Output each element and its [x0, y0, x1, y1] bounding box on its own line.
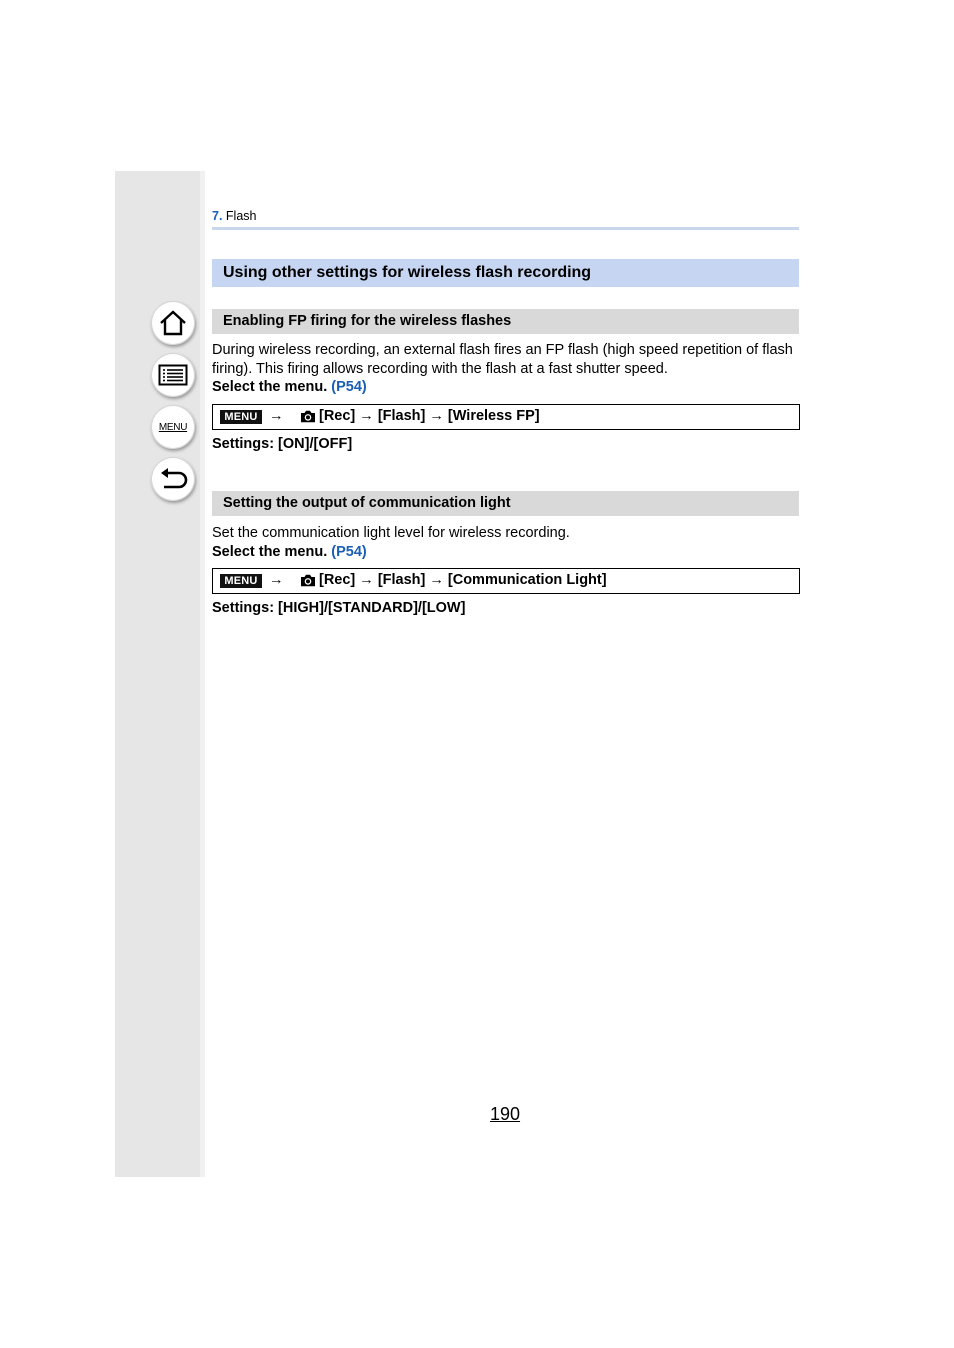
settings-line: Settings: [ON]/[OFF] [212, 436, 353, 452]
page-number[interactable]: 190 [490, 1104, 521, 1124]
subsection-title-communication-light: Setting the output of communication light [212, 491, 799, 516]
table-of-contents-icon [158, 364, 188, 386]
contents-button[interactable] [151, 353, 195, 397]
select-menu-text: Select the menu. [212, 543, 328, 560]
back-button[interactable] [151, 457, 195, 501]
chapter-header [212, 209, 257, 223]
menu-badge: MENU [220, 410, 262, 424]
body-line: firing). This firing allows recording with the flash at a fast shutter speed. [212, 360, 668, 377]
chapter-rule [212, 227, 799, 230]
settings-line: Settings: [HIGH]/[STANDARD]/[LOW] [212, 600, 466, 616]
chapter-title: Flash [225, 209, 257, 223]
body-line: During wireless recording, an external flash fires an FP flash (high speed repetition of flash [212, 342, 793, 358]
menu-button-label: MENU [158, 421, 188, 433]
page-link-p54[interactable]: (P54) [331, 543, 367, 560]
subsection-body-communication-light [212, 524, 802, 561]
menu-path-box [212, 568, 800, 594]
camera-icon [300, 410, 316, 423]
sidebar-edge [200, 171, 205, 1177]
menu-button[interactable] [151, 405, 195, 449]
chapter-number: 7. [212, 209, 223, 223]
menu-badge: MENU [220, 574, 262, 588]
back-arrow-icon [158, 466, 188, 492]
section-title: Using other settings for wireless flash recording [212, 259, 799, 287]
menu-path-text: [Rec] → [Flash] → [Communication Light] [319, 572, 607, 588]
home-button[interactable] [151, 301, 195, 345]
camera-icon [300, 574, 316, 587]
menu-path-text: [Rec] → [Flash] → [Wireless FP] [319, 408, 540, 424]
arrow: → [269, 408, 284, 424]
menu-path-box [212, 404, 800, 430]
arrow: → [269, 572, 284, 588]
page-link-p54[interactable]: (P54) [331, 379, 367, 395]
body-line: Set the communication light level for wireless recording. [212, 525, 570, 541]
select-menu-line [212, 543, 802, 562]
home-icon [158, 309, 188, 337]
subsection-body-fp-firing [212, 341, 802, 397]
select-menu-line [212, 378, 802, 397]
select-menu-text: Select the menu. [212, 379, 328, 395]
subsection-title-fp-firing: Enabling FP firing for the wireless flashes [212, 309, 799, 334]
